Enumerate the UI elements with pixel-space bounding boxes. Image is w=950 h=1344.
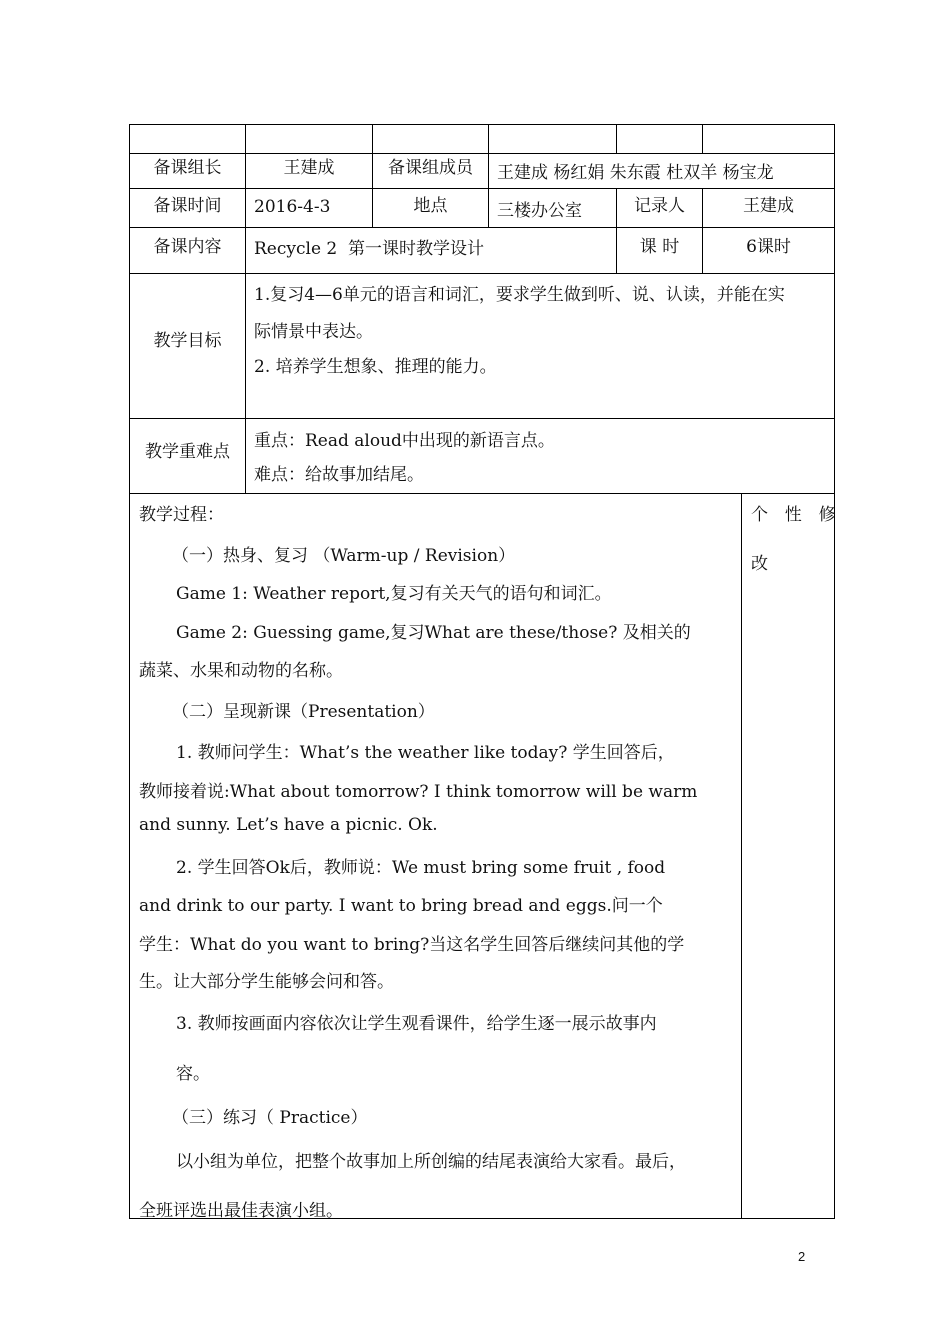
table-col-line	[616, 124, 617, 154]
content-value: Recycle 2 第一课时教学设计	[254, 239, 485, 259]
table-row-line	[129, 188, 835, 189]
time-label: 备课时间	[153, 196, 222, 216]
process-line: 全班评选出最佳表演小组。	[139, 1201, 343, 1221]
recorder-label: 记录人	[634, 196, 685, 216]
process-line: 教师接着说:What about tomorrow? I think tomorrow will be warm	[139, 782, 698, 802]
process-line: Game 2: Guessing game,复习What are these/those? 及相关的	[176, 623, 691, 643]
process-line: 蔬菜、水果和动物的名称。	[139, 661, 343, 681]
revision-column-label-2: 改	[751, 554, 768, 574]
revision-column-label: 个 性 修	[751, 505, 838, 525]
process-line: 学生：What do you want to bring?当这名学生回答后继续问其他的学	[139, 935, 685, 955]
page-number: 2	[798, 1249, 806, 1264]
table-row-line	[129, 227, 835, 228]
recorder-value: 王建成	[743, 196, 794, 216]
process-line: （二）呈现新课（Presentation）	[172, 702, 435, 722]
key-line-1: 重点：Read aloud中出现的新语言点。	[254, 431, 555, 451]
goals-label: 教学目标	[153, 331, 222, 351]
leader-value: 王建成	[283, 158, 335, 178]
hours-value: 6课时	[746, 237, 791, 257]
table-border-left	[129, 124, 130, 1219]
goals-line-3: 2. 培养学生想象、推理的能力。	[254, 357, 497, 377]
process-line: Game 1: Weather report,复习有关天气的语句和词汇。	[176, 584, 612, 604]
goals-line-1: 1.复习4—6单元的语言和词汇，要求学生做到听、说、认读，并能在实	[254, 285, 785, 305]
key-line-2: 难点：给故事加结尾。	[254, 465, 424, 485]
table-col-line	[245, 124, 246, 493]
process-line: 容。	[176, 1064, 210, 1084]
table-row-line	[129, 493, 835, 494]
time-value: 2016-4-3	[254, 197, 331, 217]
process-line: （一）热身、复习 （Warm-up / Revision）	[172, 546, 516, 566]
table-border-top	[129, 124, 835, 125]
hours-label: 课 时	[639, 237, 680, 257]
process-line: 2. 学生回答Ok后，教师说：We must bring some fruit , food	[176, 858, 666, 878]
place-label: 地点	[413, 196, 448, 216]
process-line: 3. 教师按画面内容依次让学生观看课件，给学生逐一展示故事内	[176, 1014, 657, 1034]
table-row-line	[129, 153, 835, 154]
table-col-line	[702, 124, 703, 154]
table-row-line	[129, 418, 835, 419]
goals-line-2: 际情景中表达。	[254, 322, 373, 342]
key-label: 教学重难点	[145, 442, 230, 462]
process-line: and sunny. Let’s have a picnic. Ok.	[139, 815, 438, 835]
table-col-line	[741, 493, 742, 1219]
process-line: 1. 教师问学生：What’s the weather like today? 学生回答后，	[176, 743, 675, 763]
members-label: 备课组成员	[388, 158, 473, 178]
table-col-line	[488, 124, 489, 227]
place-value: 三楼办公室	[497, 201, 582, 221]
process-line: and drink to our party. I want to bring bread and eggs.问一个	[139, 896, 663, 916]
table-border-right	[834, 124, 835, 1219]
content-label: 备课内容	[153, 237, 222, 257]
process-line: 以小组为单位，把整个故事加上所创编的结尾表演给大家看。最后，	[176, 1152, 686, 1172]
process-heading: 教学过程：	[139, 505, 224, 525]
process-line: 生。让大部分学生能够会问和答。	[139, 972, 394, 992]
leader-label: 备课组长	[153, 158, 222, 178]
members-value: 王建成 杨红娟 朱东霞 杜双羊 杨宝龙	[497, 163, 774, 183]
table-row-line	[129, 273, 835, 274]
process-line: （三）练习（ Practice）	[172, 1108, 368, 1128]
